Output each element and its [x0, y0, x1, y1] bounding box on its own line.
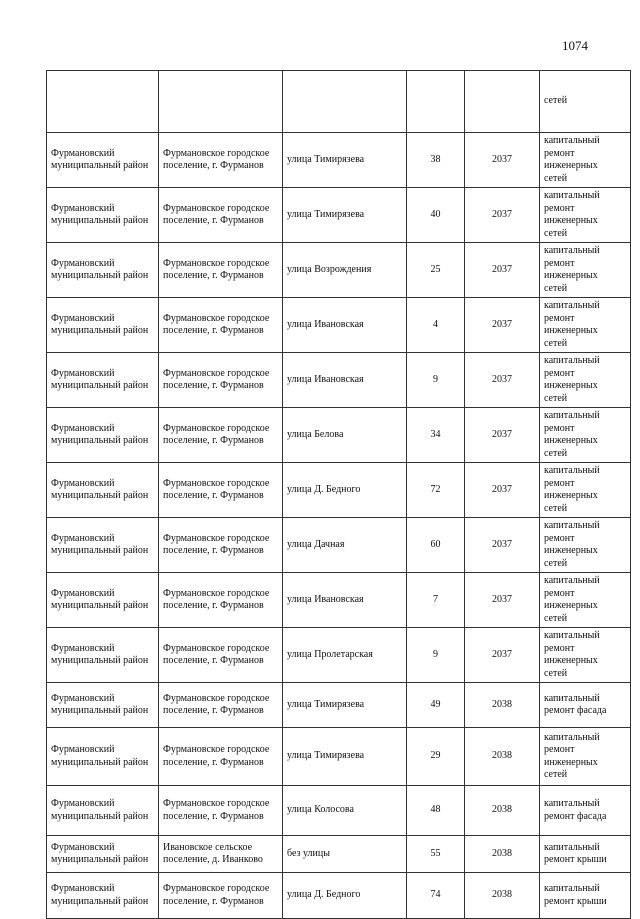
year-cell: [465, 71, 540, 133]
table-row-continued: [47, 71, 631, 133]
work-text-line: ремонт: [544, 147, 575, 159]
work-cell: [540, 836, 631, 873]
settlement-cell: Фурмановское городское поселение, г. Фурманов: [159, 518, 283, 573]
settlement-cell: Ивановское сельское поселение, д. Иванково: [159, 836, 283, 873]
table-row: [47, 683, 631, 728]
settlement-cell: Фурмановское городское поселение, г. Фурманов: [159, 408, 283, 463]
house-cell: 9: [407, 628, 465, 683]
work-cell: [540, 243, 631, 298]
settlement-cell: Фурмановское городское поселение, г. Фурманов: [159, 873, 283, 919]
work-cell: [540, 628, 631, 683]
work-cell: [540, 786, 631, 836]
work-cell: [540, 353, 631, 408]
work-text-line: капитальный: [544, 465, 600, 476]
settlement-cell: Фурмановское городское поселение, г. Фурманов: [159, 728, 283, 786]
work-text-line: капитальный: [544, 300, 600, 311]
work-cell: [540, 573, 631, 628]
district-cell: Фурмановский муниципальный район: [47, 873, 159, 919]
work-text-line: ремонт: [544, 202, 575, 214]
year-cell: 2038: [465, 728, 540, 786]
district-cell: Фурмановский муниципальный район: [47, 188, 159, 243]
year-cell: 2037: [465, 188, 540, 243]
house-cell: [407, 71, 465, 133]
street-cell: улица Тимирязева: [283, 728, 407, 786]
work-text-line: сетей: [544, 337, 568, 349]
work-text-line: капитальный: [544, 410, 600, 421]
work-cell: [540, 298, 631, 353]
street-cell: улица Д. Бедного: [283, 873, 407, 919]
work-text-line: ремонт: [544, 744, 575, 755]
work-text-line: капитальный: [544, 190, 600, 201]
table-row: [47, 728, 631, 786]
work-text-line: инженерных: [544, 380, 598, 391]
work-text-line: сетей: [544, 392, 568, 404]
work-text-line: ремонт: [544, 257, 575, 269]
table-row: [47, 628, 631, 683]
year-cell: 2038: [465, 836, 540, 873]
work-text-line: капитальный: [544, 135, 600, 146]
table-row: [47, 408, 631, 463]
work-text-line: ремонт крыши: [544, 854, 607, 865]
year-cell: 2037: [465, 628, 540, 683]
table-row: [47, 243, 631, 298]
work-cell: сетей: [540, 71, 631, 133]
work-text-line: инженерных: [544, 325, 598, 336]
settlement-cell: Фурмановское городское поселение, г. Фурманов: [159, 353, 283, 408]
work-cell: [540, 873, 631, 919]
work-text-line: капитальный: [544, 798, 600, 809]
work-text-line: инженерных: [544, 160, 598, 171]
street-cell: улица Ивановская: [283, 298, 407, 353]
year-cell: 2037: [465, 243, 540, 298]
house-cell: 48: [407, 786, 465, 836]
work-text-line: инженерных: [544, 655, 598, 666]
house-cell: 38: [407, 133, 465, 188]
district-cell: Фурмановский муниципальный район: [47, 786, 159, 836]
street-cell: улица Колосова: [283, 786, 407, 836]
settlement-cell: Фурмановское городское поселение, г. Фурманов: [159, 133, 283, 188]
year-cell: 2038: [465, 786, 540, 836]
district-cell: Фурмановский муниципальный район: [47, 728, 159, 786]
work-text-line: ремонт: [544, 312, 575, 324]
work-text-line: капитальный: [544, 355, 600, 366]
table-row: [47, 518, 631, 573]
district-cell: Фурмановский муниципальный район: [47, 463, 159, 518]
district-cell: Фурмановский муниципальный район: [47, 683, 159, 728]
street-cell: улица Дачная: [283, 518, 407, 573]
house-cell: 34: [407, 408, 465, 463]
work-text-line: инженерных: [544, 435, 598, 446]
settlement-cell: Фурмановское городское поселение, г. Фурманов: [159, 573, 283, 628]
street-cell: улица Тимирязева: [283, 133, 407, 188]
work-cell: [540, 463, 631, 518]
settlement-cell: Фурмановское городское поселение, г. Фурманов: [159, 463, 283, 518]
house-cell: 4: [407, 298, 465, 353]
district-cell: Фурмановский муниципальный район: [47, 573, 159, 628]
house-cell: 49: [407, 683, 465, 728]
district-cell: Фурмановский муниципальный район: [47, 353, 159, 408]
district-cell: Фурмановский муниципальный район: [47, 628, 159, 683]
year-cell: 2037: [465, 518, 540, 573]
house-cell: 72: [407, 463, 465, 518]
year-cell: 2037: [465, 573, 540, 628]
table-row: [47, 188, 631, 243]
district-cell: Фурмановский муниципальный район: [47, 243, 159, 298]
work-text-line: капитальный: [544, 841, 600, 853]
street-cell: улица Д. Бедного: [283, 463, 407, 518]
work-text-line: инженерных: [544, 270, 598, 281]
work-text-line: ремонт: [544, 642, 575, 654]
work-cell: [540, 188, 631, 243]
work-cell: [540, 683, 631, 728]
table-row: [47, 353, 631, 408]
work-text-line: сетей: [544, 667, 568, 679]
work-text-line: ремонт: [544, 422, 575, 434]
work-text-line: инженерных: [544, 490, 598, 501]
work-text-line: сетей: [544, 447, 568, 459]
work-text-line: сетей: [544, 769, 568, 780]
street-cell: улица Возрождения: [283, 243, 407, 298]
house-cell: 60: [407, 518, 465, 573]
work-text-line: сетей: [544, 557, 568, 569]
street-cell: улица Пролетарская: [283, 628, 407, 683]
work-text-line: инженерных: [544, 756, 598, 768]
work-text-line: капитальный: [544, 692, 600, 704]
work-text-line: капитальный: [544, 630, 600, 641]
work-text-line: капитальный: [544, 883, 600, 894]
house-cell: 25: [407, 243, 465, 298]
work-text-line: ремонт фасада: [544, 705, 607, 716]
settlement-cell: Фурмановское городское поселение, г. Фурманов: [159, 683, 283, 728]
work-text-line: сетей: [544, 502, 568, 514]
year-cell: 2037: [465, 463, 540, 518]
work-text-line: инженерных: [544, 600, 598, 611]
table-row: [47, 298, 631, 353]
work-text-line: ремонт крыши: [544, 895, 607, 907]
district-cell: Фурмановский муниципальный район: [47, 298, 159, 353]
year-cell: 2037: [465, 353, 540, 408]
house-cell: 74: [407, 873, 465, 919]
work-text-line: инженерных: [544, 545, 598, 556]
table-row: [47, 463, 631, 518]
street-cell: улица Тимирязева: [283, 188, 407, 243]
table-row: [47, 873, 631, 919]
work-cell: [540, 133, 631, 188]
street-cell: без улицы: [283, 836, 407, 873]
district-cell: Фурмановский муниципальный район: [47, 408, 159, 463]
work-text-line: капитальный: [544, 575, 600, 586]
work-text-line: ремонт: [544, 367, 575, 379]
year-cell: 2037: [465, 133, 540, 188]
work-text-line: капитальный: [544, 731, 600, 743]
house-cell: 9: [407, 353, 465, 408]
district-cell: [47, 71, 159, 133]
settlement-cell: Фурмановское городское поселение, г. Фурманов: [159, 298, 283, 353]
year-cell: 2037: [465, 408, 540, 463]
year-cell: 2037: [465, 298, 540, 353]
district-cell: Фурмановский муниципальный район: [47, 518, 159, 573]
street-cell: улица Ивановская: [283, 353, 407, 408]
district-cell: Фурмановский муниципальный район: [47, 133, 159, 188]
settlement-cell: Фурмановское городское поселение, г. Фурманов: [159, 188, 283, 243]
table-row: [47, 786, 631, 836]
house-cell: 7: [407, 573, 465, 628]
house-cell: 40: [407, 188, 465, 243]
work-text-line: ремонт: [544, 532, 575, 544]
year-cell: 2038: [465, 683, 540, 728]
street-cell: [283, 71, 407, 133]
work-text-line: ремонт: [544, 477, 575, 489]
housing-repair-table: [46, 70, 631, 919]
settlement-cell: Фурмановское городское поселение, г. Фурманов: [159, 243, 283, 298]
table-row: [47, 836, 631, 873]
street-cell: улица Тимирязева: [283, 683, 407, 728]
work-cell: [540, 728, 631, 786]
district-cell: Фурмановский муниципальный район: [47, 836, 159, 873]
work-text-line: капитальный: [544, 245, 600, 256]
work-text-line: капитальный: [544, 520, 600, 531]
street-cell: улица Ивановская: [283, 573, 407, 628]
work-cell: [540, 408, 631, 463]
work-text-line: ремонт фасада: [544, 810, 607, 822]
work-text-line: ремонт: [544, 587, 575, 599]
table-row: [47, 573, 631, 628]
house-cell: 55: [407, 836, 465, 873]
page-number: 1074: [562, 38, 588, 53]
work-text-line: сетей: [544, 227, 568, 239]
settlement-cell: Фурмановское городское поселение, г. Фурманов: [159, 786, 283, 836]
work-text-line: сетей: [544, 282, 568, 294]
year-cell: 2038: [465, 873, 540, 919]
work-cell: [540, 518, 631, 573]
house-cell: 29: [407, 728, 465, 786]
work-text-line: инженерных: [544, 215, 598, 226]
work-text-line: сетей: [544, 172, 568, 184]
settlement-cell: Фурмановское городское поселение, г. Фурманов: [159, 628, 283, 683]
street-cell: улица Белова: [283, 408, 407, 463]
table-row: [47, 133, 631, 188]
work-text-line: сетей: [544, 612, 568, 624]
settlement-cell: [159, 71, 283, 133]
